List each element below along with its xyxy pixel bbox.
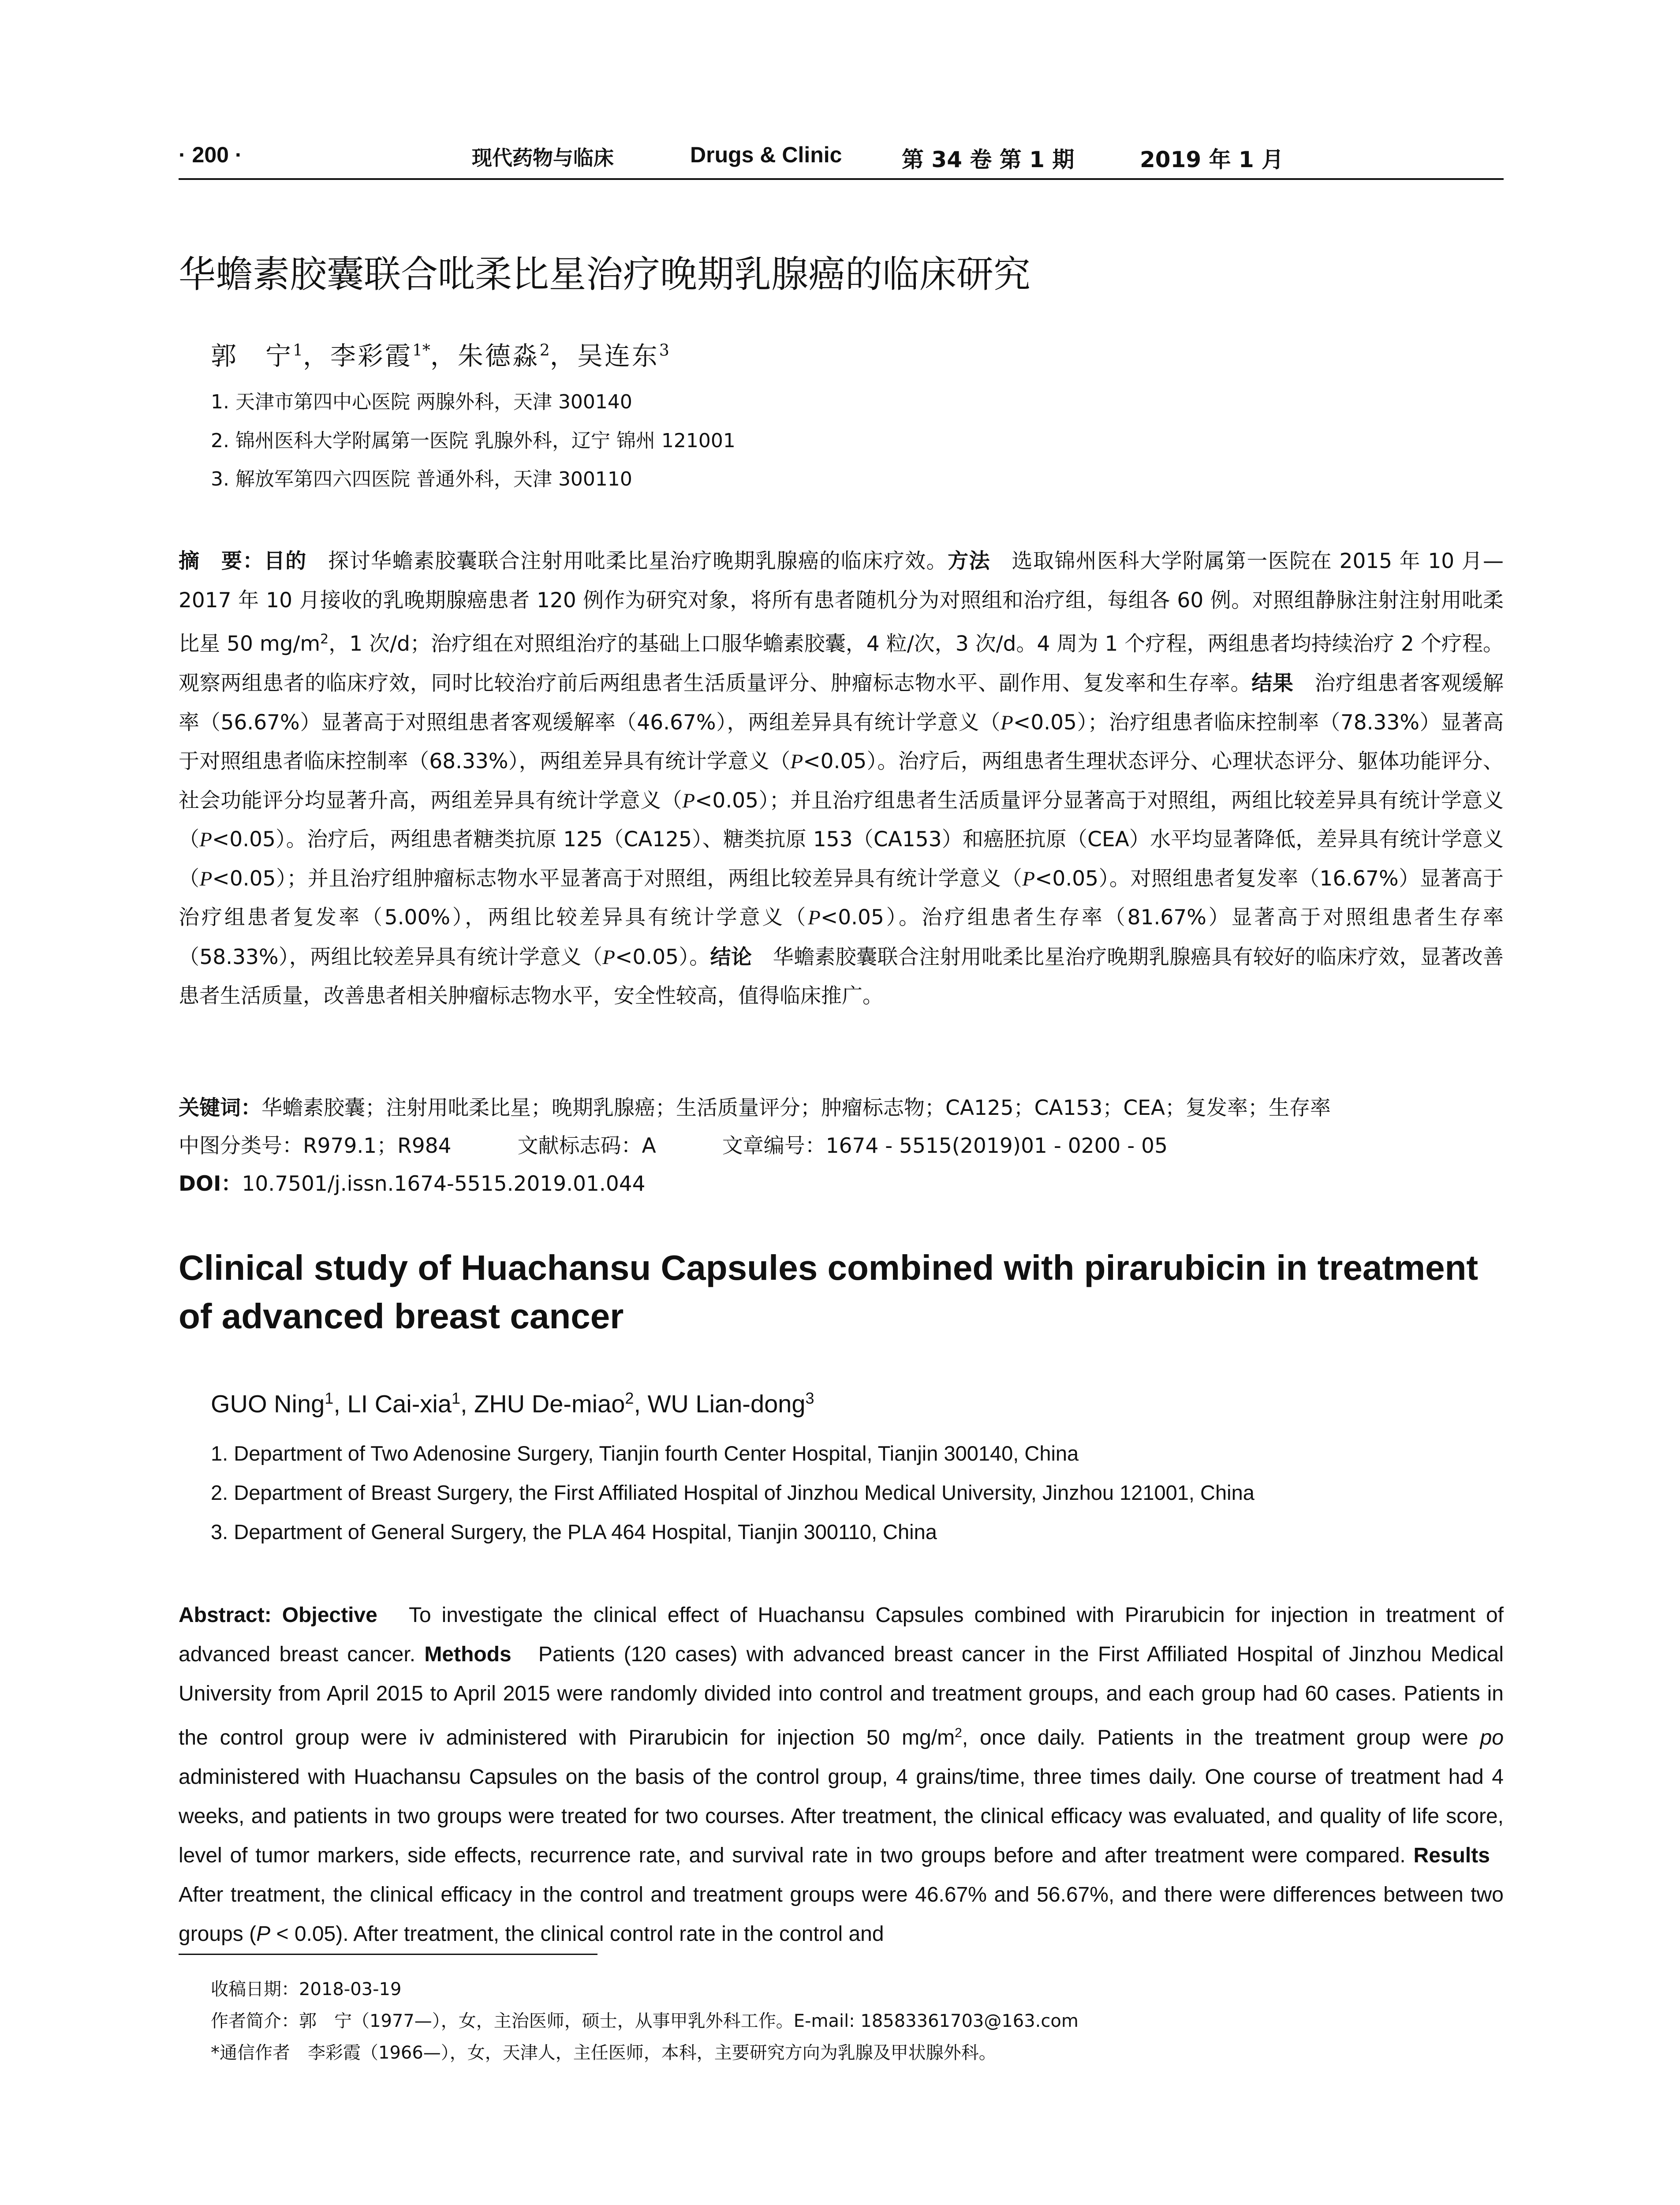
- author-name: 吴连东: [577, 341, 659, 371]
- abstract-cn: [179, 542, 1504, 1016]
- results-text: <0.05）；并且治疗组患者生活质量评分显著高于对照组，两组比较差异具有统计学意义（: [179, 788, 1504, 852]
- results-text: <0.05）。治疗后，两组患者生理状态评分、心理状态评分、躯体功能评分、社会功能评分均显著升高，两组差异具有统计学意义（: [179, 749, 1504, 813]
- author-name: GUO Ning: [211, 1390, 325, 1418]
- author-affil-sup: 1: [451, 1389, 461, 1407]
- route-italic: po: [1480, 1726, 1504, 1749]
- journal-name-en: Drugs & Clinic: [690, 142, 842, 167]
- received-date: 收稿日期：2018-03-19: [211, 1979, 402, 1999]
- running-header: [179, 142, 1504, 177]
- objective-text: 探讨华蟾素胶囊联合注射用吡柔比星治疗晚期乳腺癌的临床疗效。: [328, 549, 948, 573]
- results-text: 治疗组患者客观缓解率（56.67%）显著高于对照组患者客观缓解率（46.67%），两组差异具有统计学意义（: [179, 671, 1504, 735]
- p-value-letter: P: [199, 867, 213, 890]
- issue-date: 2019 年 1 月: [1140, 147, 1284, 172]
- p-value-letter: P: [1001, 711, 1013, 734]
- methods-text: Patients (120 cases) with advanced breast cancer in the First Affiliated Hospital of Jinzhou Medical University from April 2015 to April 2015 were randomly divided into control and treatment groups, and each group had 60 cases. Patients in the control group were iv administered with Pirarubicin for injection 50 mg/m: [179, 1643, 1504, 1749]
- affiliation-en: 3. Department of General Surgery, the PLA 464 Hospital, Tianjin 300110, China: [211, 1520, 937, 1544]
- volume-issue: 第 34 卷 第 1 期: [902, 147, 1075, 172]
- author-affil-sup: 1: [325, 1389, 334, 1407]
- methods-text: , once daily. Patients in the treatment group were: [962, 1726, 1468, 1749]
- objective-text: To investigate the clinical effect of Huachansu Capsules combined with Pirarubicin for injection in treatment of advanced breast cancer.: [179, 1603, 1504, 1666]
- keywords-row: [179, 1089, 1504, 1127]
- methods-label: 方法: [948, 549, 991, 572]
- header-rule: [179, 178, 1504, 180]
- doc-code-value: A: [642, 1134, 656, 1158]
- p-value-letter: P: [199, 828, 212, 852]
- article-no-value: 1674 - 5515(2019)01 - 0200 - 05: [825, 1134, 1168, 1158]
- p-value-letter: P: [256, 1922, 271, 1946]
- authors-cn: 郭 宁$^1$，李彩霞$^{1*}$，朱德淼$^2$，吴连东$^3$: [211, 341, 669, 371]
- p-value-letter: P: [602, 946, 615, 969]
- author-name: 郭 宁: [211, 341, 293, 371]
- conclusion-label: 结论: [710, 945, 752, 968]
- affiliation-cn: 3. 解放军第四六四医院 普通外科，天津 300110: [211, 468, 632, 490]
- results-text: <0.05）。: [615, 945, 710, 969]
- doc-code-label: 文献标志码：: [517, 1134, 642, 1158]
- methods-text: ，1 次/d；治疗组在对照组治疗的基础上口服华蟾素胶囊，4 粒/次，3 次/d。4 周为 1 个疗程，两组患者均持续治疗 2 个疗程。观察两组患者的临床疗效，同时比较治疗前后两组患者生活质量评分、肿瘤标志物水平、副作用、复发率和生存率。: [179, 632, 1504, 696]
- methods-label: Methods: [424, 1643, 511, 1666]
- author-affil-sup: 3: [805, 1389, 814, 1407]
- methods-text: 选取锦州医科大学附属第一医院在 2015 年 10 月—2017 年 10 月接收的乳晚期腺癌患者 120 例作为研究对象，将所有患者随机分为对照组和治疗组，每组各 60 例。对照组静脉注射注射用吡柔比星 50 mg/m: [179, 549, 1504, 656]
- corresponding-author: *通信作者 李彩霞（1966—），女，天津人，主任医师，本科，主要研究方向为乳腺及甲状腺外科。: [211, 2043, 997, 2063]
- affiliation-cn: 2. 锦州医科大学附属第一医院 乳腺外科，辽宁 锦州 121001: [211, 430, 735, 452]
- results-text: <0.05）。对照组患者复发率（16.67%）显著高于治疗组患者复发率（5.00%），两组比较差异具有统计学意义（: [179, 866, 1504, 930]
- conclusion-text: 华蟾素胶囊联合注射用吡柔比星治疗晚期乳腺癌具有较好的临床疗效，显著改善患者生活质量，改善患者相关肿瘤标志物水平，安全性较高，值得临床推广。: [179, 945, 1504, 1009]
- p-value-letter: P: [790, 750, 803, 774]
- doi-label: DOI：: [179, 1172, 242, 1196]
- results-text: <0.05）；治疗组患者临床控制率（78.33%）显著高于对照组患者临床控制率（68.33%），两组差异具有统计学意义（: [179, 710, 1504, 774]
- journal-name-cn: 现代药物与临床: [472, 146, 614, 170]
- author-name: LI Cai-xia: [347, 1390, 452, 1418]
- p-value-letter: P: [682, 789, 695, 812]
- article-metadata-cn: [179, 1089, 1504, 1203]
- results-text: <0.05）；并且治疗组肿瘤标志物水平显著高于对照组，两组比较差异具有统计学意义（: [212, 866, 1023, 891]
- doi-row: [179, 1165, 1504, 1203]
- abstract-objective-label: Abstract: Objective: [179, 1603, 377, 1627]
- results-text: <0.05）。治疗组患者生存率（81.67%）显著高于对照组患者生存率（58.33%），两组比较差异具有统计学意义（: [179, 905, 1504, 969]
- affiliation-en: 2. Department of Breast Surgery, the First Affiliated Hospital of Jinzhou Medical University, Jinzhou 121001, China: [211, 1481, 1254, 1504]
- keywords-label: 关键词：: [179, 1096, 261, 1120]
- author-affil-sup: 1*: [412, 341, 430, 360]
- p-value-letter: P: [808, 906, 821, 930]
- author-name: 朱德淼: [457, 341, 540, 371]
- clc-label: 中图分类号：: [179, 1134, 303, 1158]
- author-affil-sup: 2: [625, 1389, 634, 1407]
- author-name: ZHU De-miao: [474, 1390, 625, 1418]
- classification-row: [179, 1127, 1504, 1165]
- methods-text: administered with Huachansu Capsules on the basis of the control group, 4 grains/time, three times daily. One course of treatment had 4 weeks, and patients in two groups were treated for two courses. After treatment, the clinical efficacy was evaluated, and quality of life score, level of tumor markers, side effects, recurrence rate, and survival rate in two groups before and after treatment were compared.: [179, 1765, 1504, 1867]
- results-text: After treatment, the clinical efficacy in the control and treatment groups were 46.67% and 56.67%, and there were differences between two groups (: [179, 1883, 1504, 1946]
- p-value-letter: P: [1022, 867, 1035, 890]
- affiliation-en: 1. Department of Two Adenosine Surgery, Tianjin fourth Center Hospital, Tianjin 300140, China: [211, 1442, 1079, 1465]
- author-bio: 作者简介：郭 宁（1977—），女，主治医师，硕士，从事甲乳外科工作。E-mail: 18583361703@163.com: [211, 2011, 1079, 2031]
- superscript: 2: [320, 632, 329, 647]
- results-text: < 0.05). After treatment, the clinical control rate in the control and: [270, 1922, 884, 1946]
- page-number: · 200 ·: [179, 142, 243, 167]
- title-en: Clinical study of Huachansu Capsules combined with pirarubicin in treatment of advanced breast cancer: [179, 1248, 1478, 1336]
- affiliation-cn: 1. 天津市第四中心医院 两腺外科，天津 300140: [211, 391, 632, 413]
- authors-en: GUO Ning$^1$, LI Cai-xia$^1$, ZHU De-miao$^2$, WU Lian-dong$^3$: [211, 1389, 814, 1418]
- abstract-label: 摘 要：: [179, 549, 264, 572]
- author-name: WU Lian-dong: [647, 1390, 806, 1418]
- author-affil-sup: 1: [293, 341, 303, 360]
- keywords-text: 华蟾素胶囊；注射用吡柔比星；晚期乳腺癌；生活质量评分；肿瘤标志物；CA125；CA153；CEA；复发率；生存率: [261, 1096, 1331, 1120]
- footnotes: [211, 1973, 1079, 2069]
- doi-link[interactable]: 10.7501/j.issn.1674-5515.2019.01.044: [242, 1172, 646, 1196]
- results-label: Results: [1413, 1844, 1490, 1867]
- results-label: 结果: [1251, 671, 1294, 695]
- footnote-rule: [179, 1954, 597, 1955]
- author-name: 李彩霞: [330, 341, 412, 371]
- title-cn: 华蟾素胶囊联合吡柔比星治疗晚期乳腺癌的临床研究: [179, 253, 1031, 296]
- author-affil-sup: 2: [539, 341, 550, 360]
- clc-value: R979.1；R984: [303, 1134, 452, 1158]
- abstract-en: [179, 1596, 1504, 1954]
- results-text: <0.05）。治疗后，两组患者糖类抗原 125（CA125）、糖类抗原 153（CA153）和癌胚抗原（CEA）水平均显著降低，差异具有统计学意义（: [179, 827, 1504, 891]
- objective-label: 目的: [264, 549, 307, 572]
- author-affil-sup: 3: [659, 341, 669, 360]
- article-no-label: 文章编号：: [722, 1134, 826, 1158]
- superscript: 2: [955, 1726, 962, 1740]
